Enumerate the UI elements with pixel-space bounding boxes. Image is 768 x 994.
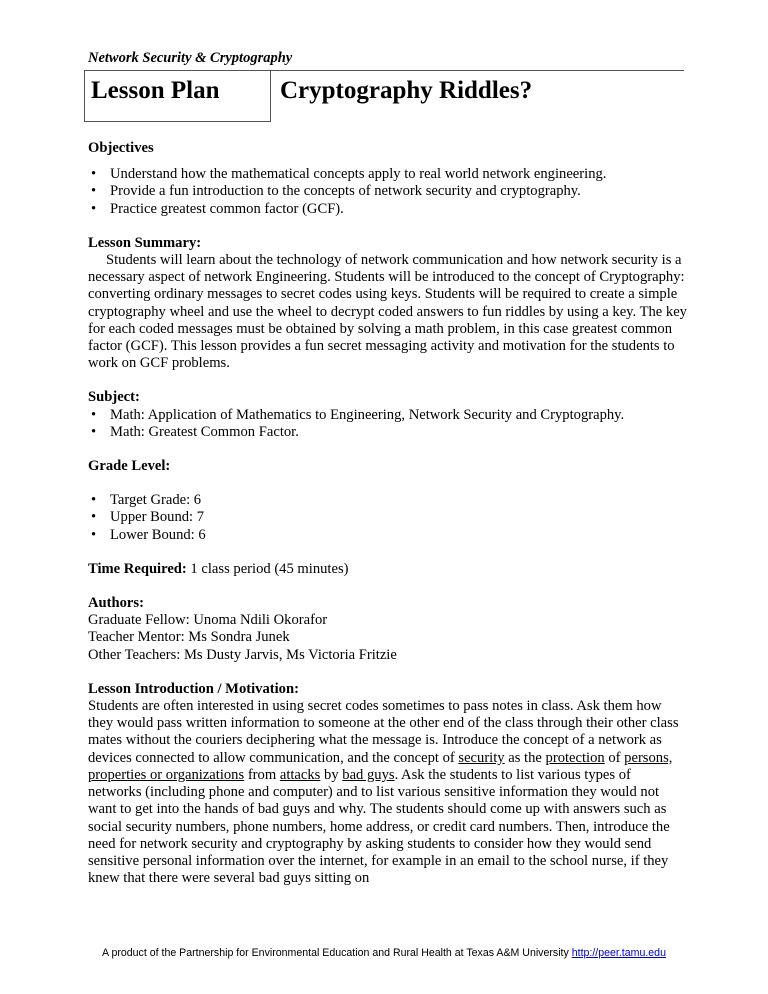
link-persons[interactable]: persons, properties or organizations	[88, 749, 673, 783]
time-label: Time Required:	[88, 560, 187, 577]
document-body	[88, 140, 688, 887]
list-item: • Upper Bound: 7	[91, 509, 205, 526]
summary-text: Students will learn about the technology of network communication and how network security is a necessary aspect of network Engineering. Students will be introduced to the concept of Cryptography: converting ordinary messages to secret codes using keys. Students will be required to create a simple cryptography wheel and use the wheel to decrypt coded answers to fun riddles by using a key. The key for each coded messages must be obtained by solving a math problem, in this case greatest common factor (GCF). This lesson provides a fun secret messaging activity and motivation for the students to work on GCF problems.	[88, 252, 687, 372]
running-head: Network Security & Cryptography	[88, 50, 293, 66]
bullet-icon: •	[91, 183, 97, 200]
bullet-icon: •	[91, 200, 97, 217]
footer-link[interactable]: http://peer.tamu.edu	[571, 947, 666, 959]
time-section	[88, 561, 688, 578]
bullet-icon: •	[91, 492, 97, 509]
authors-section	[88, 595, 688, 664]
list-item: • Math: Application of Mathematics to Engineering, Network Security and Cryptography.	[91, 406, 625, 423]
objectives-list	[88, 166, 688, 218]
subject-list	[88, 407, 688, 441]
grade-section	[88, 458, 688, 544]
link-protection[interactable]: protection	[545, 749, 605, 766]
bullet-icon: •	[91, 509, 97, 526]
list-item: • Lower Bound: 6	[91, 526, 206, 543]
lesson-title: Cryptography Riddles?	[280, 77, 533, 104]
link-security[interactable]: security	[458, 749, 505, 766]
authors-heading: Authors:	[88, 595, 144, 612]
lesson-plan-title: Lesson Plan	[91, 77, 220, 104]
bullet-icon: •	[91, 526, 97, 543]
bullet-icon: •	[91, 406, 97, 423]
author-line: Other Teachers: Ms Dusty Jarvis, Ms Victoria Fritzie	[88, 646, 397, 663]
author-line: Graduate Fellow: Unoma Ndili Okorafor	[88, 612, 328, 629]
bullet-icon: •	[91, 166, 97, 183]
link-attacks[interactable]: attacks	[279, 766, 321, 783]
objectives-section	[88, 140, 688, 218]
list-item: • Understand how the mathematical concepts apply to real world network engineering.	[91, 166, 607, 183]
list-item: • Target Grade: 6	[91, 492, 202, 509]
subject-heading: Subject:	[88, 389, 140, 406]
list-item: • Math: Greatest Common Factor.	[91, 423, 299, 440]
grade-list	[88, 492, 688, 544]
intro-heading: Lesson Introduction / Motivation:	[88, 680, 299, 697]
summary-heading: Lesson Summary:	[88, 234, 202, 251]
author-line: Teacher Mentor: Ms Sondra Junek	[88, 629, 290, 646]
link-bad-guys[interactable]: bad guys	[342, 766, 395, 783]
summary-section	[88, 235, 688, 373]
bullet-icon: •	[91, 423, 97, 440]
time-value: 1 class period (45 minutes)	[186, 560, 349, 577]
list-item: • Practice greatest common factor (GCF).	[91, 200, 344, 217]
footer-text: A product of the Partnership for Environmental Education and Rural Health at Texas A&M University	[102, 947, 572, 959]
grade-heading: Grade Level:	[88, 458, 171, 475]
list-item: • Provide a fun introduction to the concepts of network security and cryptography.	[91, 183, 581, 200]
objectives-heading: Objectives	[88, 140, 154, 156]
page-footer	[0, 947, 768, 959]
subject-section	[88, 389, 688, 441]
intro-text: Students are often interested in using secret codes sometimes to pass notes in class. Ask them how they would pass written information to someone at the other end of the class through their other class mates without the couriers deciphering what the message is. Introduce the concept of a network as devices connected to allow communication, and the concept of security as the protection of persons, properties or organizations from attacks by bad guys. Ask the students to list various types of networks (including phone and computer) and to list various sensitive information they would not want to get into the hands of bad guys and why. The students should come up with answers such as social security numbers, phone numbers, home address, or credit card numbers. Then, introduce the need for network security and cryptography by asking students to consider how they would send sensitive personal information over the internet, for example in an email to the school nurse, if they knew that there were several bad guys sitting on	[88, 698, 679, 887]
intro-section	[88, 681, 688, 887]
